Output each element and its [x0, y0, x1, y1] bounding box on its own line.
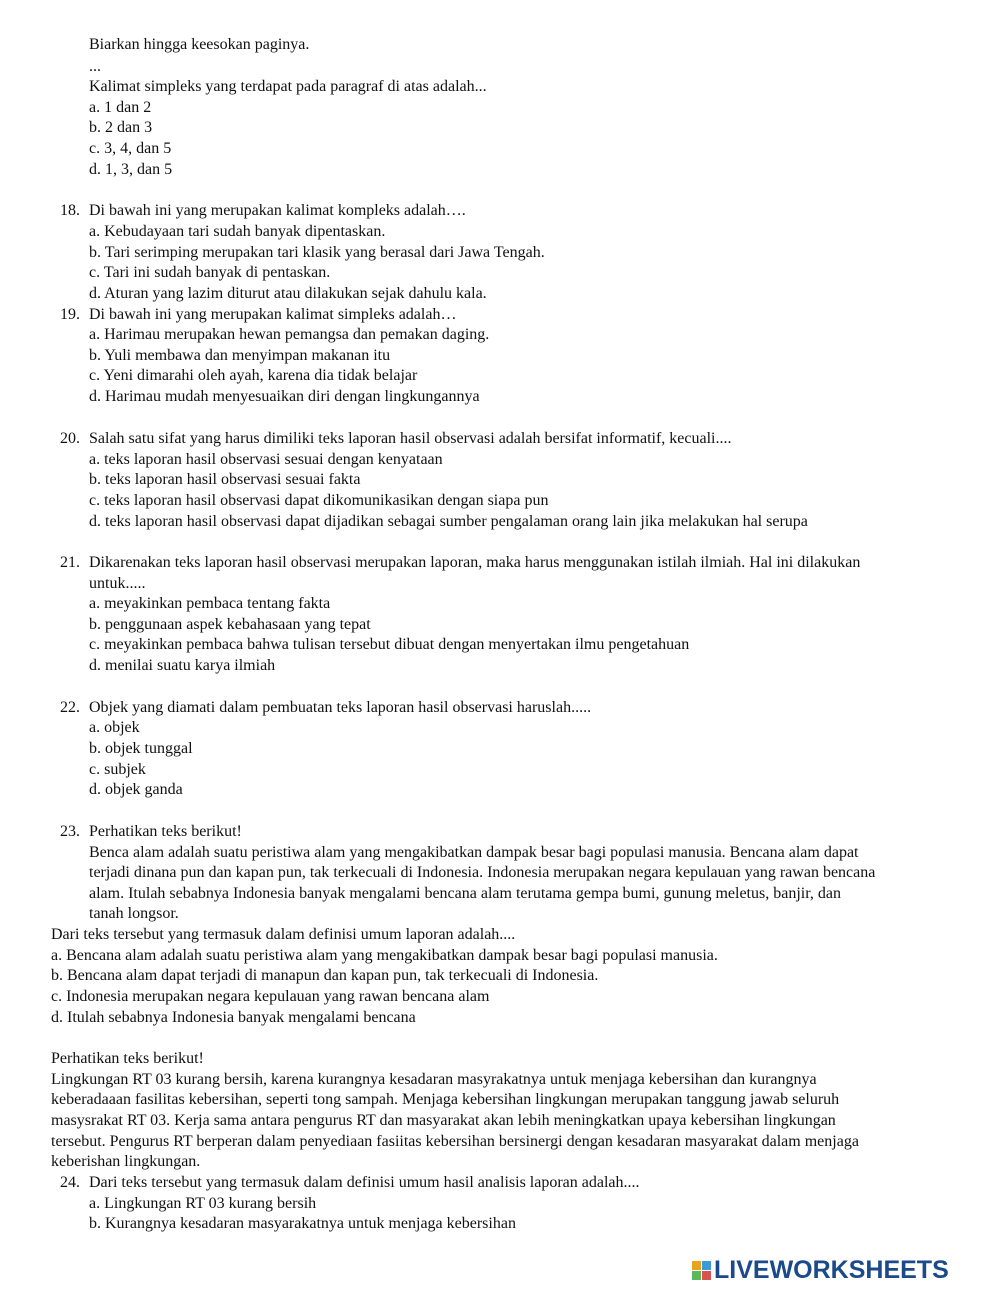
- question-22-option-d: d. objek ganda: [89, 781, 183, 798]
- question-21-option-b: b. penggunaan aspek kebahasaan yang tepat: [89, 616, 371, 633]
- passage-2-line-2: keberadaaan fasilitas kebersihan, seperti tong sampah. Menjaga kebersihan lingkungan merupakan tanggung jawab seluruh: [51, 1091, 840, 1108]
- question-23-prompt: Dari teks tersebut yang termasuk dalam definisi umum laporan adalah....: [51, 926, 516, 943]
- question-20-option-c: c. teks laporan hasil observasi dapat dikomunikasikan dengan siapa pun: [89, 492, 549, 509]
- question-21-option-d: d. menilai suatu karya ilmiah: [89, 657, 276, 674]
- question-23-option-d: d. Itulah sebabnya Indonesia banyak mengalami bencana: [51, 1009, 416, 1026]
- liveworksheets-logo-icon: [692, 1261, 711, 1280]
- question-22-number: 22.: [60, 699, 80, 716]
- question-20-option-d: d. teks laporan hasil observasi dapat dijadikan sebagai sumber pengalaman orang lain jika melakukan hal serupa: [89, 513, 808, 530]
- question-23-passage-line-2: terjadi dinana pun dan kapan pun, tak terkecuali di Indonesia. Indonesia merupakan negara kepulauan yang rawan bencana: [89, 864, 876, 881]
- passage-2-line-5: keberishan lingkungan.: [51, 1153, 201, 1170]
- question-23-option-c: c. Indonesia merupakan negara kepulauan yang rawan bencana alam: [51, 988, 490, 1005]
- intro-line: Biarkan hingga keesokan paginya.: [89, 36, 310, 53]
- question-23-option-b: b. Bencana alam dapat terjadi di manapun dan kapan pun, tak terkecuali di Indonesia.: [51, 967, 599, 984]
- question-18-option-d: d. Aturan yang lazim diturut atau dilakukan sejak dahulu kala.: [89, 285, 487, 302]
- question-18-option-b: b. Tari serimping merupakan tari klasik yang berasal dari Jawa Tengah.: [89, 244, 545, 261]
- intro-question: Kalimat simpleks yang terdapat pada paragraf di atas adalah...: [89, 78, 487, 95]
- liveworksheets-logo-text: LIVEWORKSHEETS: [714, 1256, 949, 1284]
- question-18-option-c: c. Tari ini sudah banyak di pentaskan.: [89, 264, 331, 281]
- intro-option-d: d. 1, 3, dan 5: [89, 161, 173, 178]
- question-21-text-line-2: untuk.....: [89, 575, 146, 592]
- passage-2-line-3: masysrakat RT 03. Kerja sama antara pengurus RT dan masyarakat akan lebih meningkatkan upaya kebersihan lingkungan: [51, 1112, 836, 1129]
- question-23-option-a: a. Bencana alam adalah suatu peristiwa alam yang mengakibatkan dampak besar bagi populasi manusia.: [51, 947, 718, 964]
- question-19-option-a: a. Harimau merupakan hewan pemangsa dan pemakan daging.: [89, 326, 490, 343]
- question-22-option-a: a. objek: [89, 719, 140, 736]
- passage-2-line-4: tersebut. Pengurus RT berperan dalam penyediaan fasiitas kebersihan bersinergi dengan kesadaran masyarakat dalam menjaga: [51, 1133, 859, 1150]
- intro-ellipsis: ...: [89, 58, 101, 75]
- question-20-number: 20.: [60, 430, 80, 447]
- question-24-text: Dari teks tersebut yang termasuk dalam definisi umum hasil analisis laporan adalah....: [89, 1174, 640, 1191]
- question-23-passage-line-1: Benca alam adalah suatu peristiwa alam yang mengakibatkan dampak besar bagi populasi manusia. Bencana alam dapat: [89, 844, 859, 861]
- question-24-option-a: a. Lingkungan RT 03 kurang bersih: [89, 1195, 317, 1212]
- liveworksheets-logo: [692, 1256, 992, 1284]
- question-22-text: Objek yang diamati dalam pembuatan teks laporan hasil observasi haruslah.....: [89, 699, 592, 716]
- passage-2-heading: Perhatikan teks berikut!: [51, 1050, 204, 1067]
- question-20-option-a: a. teks laporan hasil observasi sesuai dengan kenyataan: [89, 451, 443, 468]
- question-19-option-b: b. Yuli membawa dan menyimpan makanan itu: [89, 347, 391, 364]
- question-21-option-c: c. meyakinkan pembaca bahwa tulisan tersebut dibuat dengan menyertakan ilmu pengetahuan: [89, 636, 690, 653]
- question-23-passage-line-3: alam. Itulah sebabnya Indonesia banyak mengalami bencana alam terutama gempa bumi, gunung meletus, banjir, dan: [89, 885, 841, 902]
- question-23-text: Perhatikan teks berikut!: [89, 823, 242, 840]
- question-19-text: Di bawah ini yang merupakan kalimat simpleks adalah…: [89, 306, 457, 323]
- passage-2-line-1: Lingkungan RT 03 kurang bersih, karena kurangnya kesadaran masyrakatnya untuk menjaga kebersihan dan kurangnya: [51, 1071, 817, 1088]
- question-23-number: 23.: [60, 823, 80, 840]
- question-19-number: 19.: [60, 306, 80, 323]
- intro-option-c: c. 3, 4, dan 5: [89, 140, 172, 157]
- intro-option-a: a. 1 dan 2: [89, 99, 152, 116]
- question-24-number: 24.: [60, 1174, 80, 1191]
- question-20-option-b: b. teks laporan hasil observasi sesuai fakta: [89, 471, 361, 488]
- question-22-option-c: c. subjek: [89, 761, 146, 778]
- logo-square-4: [702, 1271, 711, 1280]
- logo-square-3: [692, 1271, 701, 1280]
- question-22-option-b: b. objek tunggal: [89, 740, 193, 757]
- question-21-number: 21.: [60, 554, 80, 571]
- intro-option-b: b. 2 dan 3: [89, 119, 153, 136]
- question-18-number: 18.: [60, 202, 80, 219]
- question-21-text-line-1: Dikarenakan teks laporan hasil observasi merupakan laporan, maka harus menggunakan istilah ilmiah. Hal ini dilakukan: [89, 554, 861, 571]
- question-23-passage-line-4: tanah longsor.: [89, 905, 179, 922]
- logo-square-1: [692, 1261, 701, 1270]
- question-18-text: Di bawah ini yang merupakan kalimat kompleks adalah….: [89, 202, 466, 219]
- question-20-text: Salah satu sifat yang harus dimiliki teks laporan hasil observasi adalah bersifat informatif, kecuali....: [89, 430, 732, 447]
- logo-square-2: [702, 1261, 711, 1270]
- question-21-option-a: a. meyakinkan pembaca tentang fakta: [89, 595, 331, 612]
- question-24-option-b: b. Kurangnya kesadaran masyarakatnya untuk menjaga kebersihan: [89, 1215, 516, 1232]
- question-19-option-c: c. Yeni dimarahi oleh ayah, karena dia tidak belajar: [89, 367, 418, 384]
- question-18-option-a: a. Kebudayaan tari sudah banyak dipentaskan.: [89, 223, 386, 240]
- question-19-option-d: d. Harimau mudah menyesuaikan diri dengan lingkungannya: [89, 388, 480, 405]
